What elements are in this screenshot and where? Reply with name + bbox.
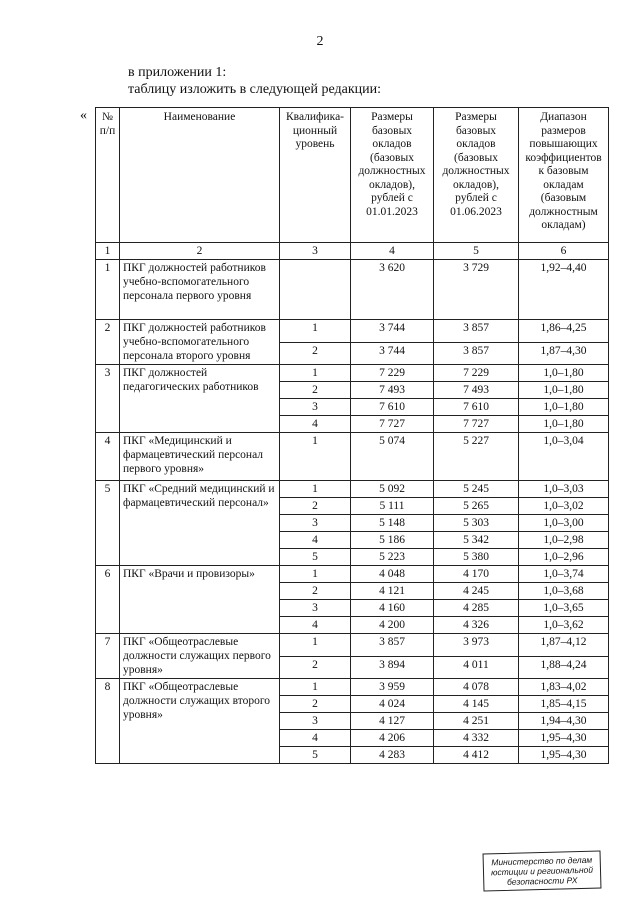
coefficient-range: 1,95–4,30	[519, 747, 609, 764]
table-row	[96, 679, 609, 696]
salary-jan-2023: 3 744	[351, 320, 434, 343]
salary-jan-2023: 3 744	[351, 342, 434, 365]
qualification-level: 3	[280, 713, 351, 730]
salary-jun-2023: 4 332	[434, 730, 519, 747]
qualification-level: 2	[280, 382, 351, 399]
coefficient-range: 1,85–4,15	[519, 696, 609, 713]
salary-table	[95, 107, 609, 764]
coefficient-range: 1,95–4,30	[519, 730, 609, 747]
page-number: 2	[316, 34, 324, 49]
qualification-level: 5	[280, 747, 351, 764]
qualification-level: 2	[280, 696, 351, 713]
group-name: ПКГ «Общеотраслевые должности служащих второго уровня»	[120, 679, 280, 764]
group-name: ПКГ должностей педагогических работников	[120, 365, 280, 433]
group-name: ПКГ «Средний медицинский и фармацевтический персонал»	[120, 481, 280, 566]
salary-jan-2023: 7 229	[351, 365, 434, 382]
coefficient-range: 1,86–4,25	[519, 320, 609, 343]
salary-jun-2023: 4 078	[434, 679, 519, 696]
intro-line-2: таблицу изложить в следующей редакции:	[128, 82, 382, 97]
salary-jan-2023: 5 074	[351, 433, 434, 481]
coefficient-range: 1,87–4,12	[519, 634, 609, 657]
column-number: 4	[351, 243, 434, 260]
coefficient-range: 1,0–1,80	[519, 382, 609, 399]
qualification-level: 4	[280, 532, 351, 549]
coefficient-range: 1,0–1,80	[519, 365, 609, 382]
salary-jun-2023: 3 729	[434, 260, 519, 320]
group-number: 4	[96, 433, 120, 481]
coefficient-range: 1,87–4,30	[519, 342, 609, 365]
qualification-level: 3	[280, 399, 351, 416]
group-name: ПКГ должностей работников учебно-вспомогательного персонала второго уровня	[120, 320, 280, 365]
salary-jan-2023: 5 148	[351, 515, 434, 532]
group-number: 1	[96, 260, 120, 320]
qualification-level: 2	[280, 583, 351, 600]
coefficient-range: 1,0–3,62	[519, 617, 609, 634]
header-level: Квалифика-ционный уровень	[280, 108, 351, 243]
table-row	[96, 365, 609, 382]
coefficient-range: 1,0–3,74	[519, 566, 609, 583]
column-number: 1	[96, 243, 120, 260]
salary-jan-2023: 4 200	[351, 617, 434, 634]
coefficient-range: 1,94–4,30	[519, 713, 609, 730]
salary-jan-2023: 7 610	[351, 399, 434, 416]
column-number: 5	[434, 243, 519, 260]
salary-jan-2023: 5 111	[351, 498, 434, 515]
coefficient-range: 1,0–2,98	[519, 532, 609, 549]
header-coef-range: Диапазон размеров повышающих коэффициентов к базовым окладам (базовым должностным окладам)	[519, 108, 609, 243]
salary-jun-2023: 4 145	[434, 696, 519, 713]
open-quote: «	[80, 108, 87, 123]
group-name: ПКГ должностей работников учебно-вспомогательного персонала первого уровня	[120, 260, 280, 320]
qualification-level: 1	[280, 481, 351, 498]
qualification-level: 4	[280, 730, 351, 747]
salary-jan-2023: 3 894	[351, 656, 434, 679]
coefficient-range: 1,0–3,04	[519, 433, 609, 481]
qualification-level: 1	[280, 634, 351, 657]
coefficient-range: 1,83–4,02	[519, 679, 609, 696]
coefficient-range: 1,88–4,24	[519, 656, 609, 679]
coefficient-range: 1,0–3,65	[519, 600, 609, 617]
salary-jan-2023: 3 959	[351, 679, 434, 696]
qualification-level: 1	[280, 365, 351, 382]
salary-jun-2023: 4 412	[434, 747, 519, 764]
salary-jun-2023: 4 285	[434, 600, 519, 617]
qualification-level: 1	[280, 433, 351, 481]
qualification-level: 2	[280, 498, 351, 515]
salary-jan-2023: 4 121	[351, 583, 434, 600]
salary-jan-2023: 5 092	[351, 481, 434, 498]
column-number: 2	[120, 243, 280, 260]
salary-jun-2023: 7 727	[434, 416, 519, 433]
group-number: 3	[96, 365, 120, 433]
salary-jun-2023: 3 857	[434, 320, 519, 343]
salary-jun-2023: 4 251	[434, 713, 519, 730]
salary-jan-2023: 7 493	[351, 382, 434, 399]
qualification-level: 2	[280, 656, 351, 679]
ministry-stamp	[483, 850, 602, 891]
group-name: ПКГ «Медицинский и фармацевтический персонал первого уровня»	[120, 433, 280, 481]
salary-jun-2023: 4 170	[434, 566, 519, 583]
coefficient-range: 1,0–3,68	[519, 583, 609, 600]
salary-jun-2023: 7 610	[434, 399, 519, 416]
salary-jun-2023: 5 227	[434, 433, 519, 481]
table-row	[96, 481, 609, 498]
salary-jan-2023: 5 186	[351, 532, 434, 549]
coefficient-range: 1,0–3,03	[519, 481, 609, 498]
stamp-line-1: Министерство по делам	[491, 854, 593, 868]
salary-jun-2023: 7 229	[434, 365, 519, 382]
column-number: 6	[519, 243, 609, 260]
qualification-level: 1	[280, 320, 351, 343]
coefficient-range: 1,92–4,40	[519, 260, 609, 320]
column-number-row	[96, 243, 609, 260]
qualification-level: 1	[280, 679, 351, 696]
table-row	[96, 433, 609, 481]
stamp-line-3: безопасности РХ	[506, 875, 578, 887]
salary-jun-2023: 3 857	[434, 342, 519, 365]
header-num: № п/п	[96, 108, 120, 243]
table-header-row	[96, 108, 609, 243]
salary-jan-2023: 3 620	[351, 260, 434, 320]
group-name: ПКГ «Врачи и провизоры»	[120, 566, 280, 634]
salary-jun-2023: 4 011	[434, 656, 519, 679]
salary-jun-2023: 5 245	[434, 481, 519, 498]
table-row	[96, 566, 609, 583]
salary-jan-2023: 4 024	[351, 696, 434, 713]
header-salary-jan: Размеры базовых окладов (базовых должностных окладов), рублей с 01.01.2023	[351, 108, 434, 243]
header-salary-jun: Размеры базовых окладов (базовых должностных окладов), рублей с 01.06.2023	[434, 108, 519, 243]
coefficient-range: 1,0–2,96	[519, 549, 609, 566]
salary-jan-2023: 3 857	[351, 634, 434, 657]
stamp-line-2: юстиции и региональной	[490, 864, 594, 878]
group-number: 2	[96, 320, 120, 365]
table-row	[96, 634, 609, 657]
column-number: 3	[280, 243, 351, 260]
salary-jun-2023: 5 303	[434, 515, 519, 532]
salary-jan-2023: 4 160	[351, 600, 434, 617]
coefficient-range: 1,0–1,80	[519, 399, 609, 416]
salary-jun-2023: 5 342	[434, 532, 519, 549]
qualification-level: 5	[280, 549, 351, 566]
salary-jun-2023: 5 380	[434, 549, 519, 566]
qualification-level	[280, 260, 351, 320]
salary-jan-2023: 4 206	[351, 730, 434, 747]
qualification-level: 1	[280, 566, 351, 583]
salary-jun-2023: 4 245	[434, 583, 519, 600]
qualification-level: 2	[280, 342, 351, 365]
group-number: 6	[96, 566, 120, 634]
salary-jun-2023: 3 973	[434, 634, 519, 657]
group-number: 8	[96, 679, 120, 764]
intro-text	[128, 64, 381, 98]
group-number: 7	[96, 634, 120, 679]
qualification-level: 4	[280, 617, 351, 634]
qualification-level: 4	[280, 416, 351, 433]
table-row	[96, 320, 609, 343]
salary-jun-2023: 5 265	[434, 498, 519, 515]
salary-jan-2023: 4 283	[351, 747, 434, 764]
salary-jan-2023: 5 223	[351, 549, 434, 566]
table-row	[96, 260, 609, 320]
header-name: Наименование	[120, 108, 280, 243]
coefficient-range: 1,0–1,80	[519, 416, 609, 433]
salary-jan-2023: 7 727	[351, 416, 434, 433]
coefficient-range: 1,0–3,02	[519, 498, 609, 515]
intro-line-1: в приложении 1:	[128, 65, 227, 80]
qualification-level: 3	[280, 600, 351, 617]
salary-jun-2023: 4 326	[434, 617, 519, 634]
salary-jan-2023: 4 048	[351, 566, 434, 583]
table-body	[96, 260, 609, 764]
group-name: ПКГ «Общеотраслевые должности служащих первого уровня»	[120, 634, 280, 679]
salary-jan-2023: 4 127	[351, 713, 434, 730]
coefficient-range: 1,0–3,00	[519, 515, 609, 532]
group-number: 5	[96, 481, 120, 566]
qualification-level: 3	[280, 515, 351, 532]
salary-jun-2023: 7 493	[434, 382, 519, 399]
